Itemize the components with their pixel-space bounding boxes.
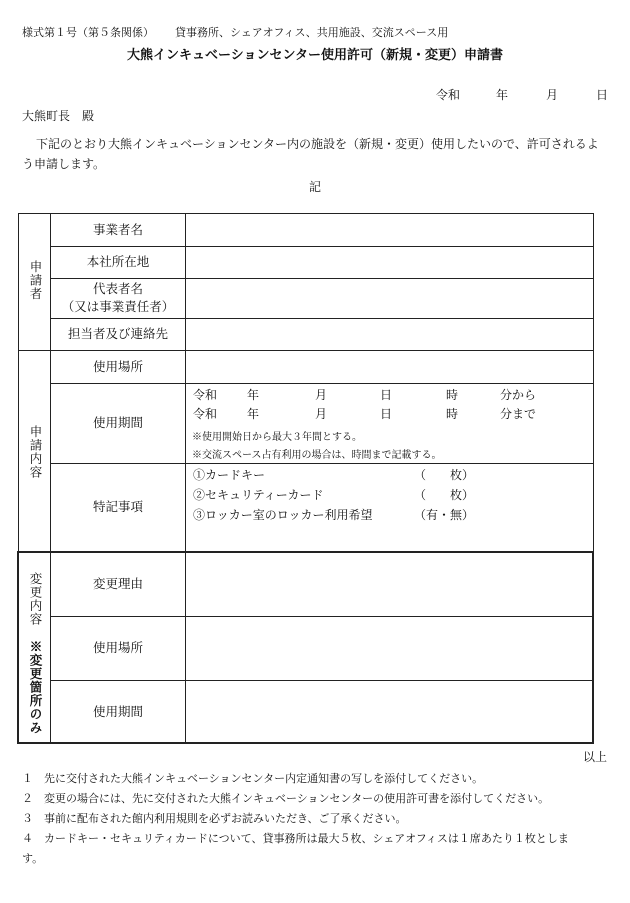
period-note-1: ※使用開始日から最大３年間とする。 (192, 432, 362, 443)
intro-line-2: う申請します。 (22, 157, 106, 171)
period-note-2: ※交流スペース占有利用の場合は、時間まで記載する。 (192, 450, 442, 461)
location-field[interactable] (187, 352, 591, 382)
date-era: 令和 (436, 88, 461, 102)
period-end-row[interactable] (0, 405, 630, 423)
intro-line-1: 下記のとおり大熊インキュベーションセンター内の施設を（新規・変更）使用したいので、許可されるよ (36, 137, 599, 151)
label-representative-note: （又は事業責任者） (61, 299, 175, 314)
footnote-3: ３ 事前に配布された館内利用規則を必ずお読みいただき、ご了承ください。 (22, 812, 407, 825)
period-start-month: 月 (315, 388, 328, 402)
change-location-field[interactable] (187, 618, 591, 679)
change-period-field[interactable] (187, 682, 591, 741)
note-item-security-card: ②セキュリティーカード (193, 488, 324, 502)
footnote-1: １ 先に交付された大熊インキュベーションセンター内定通知書の写しを添付してください。 (22, 772, 484, 785)
contact-field[interactable] (187, 320, 591, 349)
footnote-2: ２ 変更の場合には、先に交付された大熊インキュベーションセンターの使用許可書を添付してください。 (22, 792, 550, 805)
section-applicant: 申請者 (28, 260, 43, 301)
period-end-day: 日 (380, 407, 393, 421)
label-period: 使用期間 (92, 415, 143, 430)
period-end-year: 年 (247, 407, 260, 421)
ki-mark: 記 (309, 180, 322, 194)
section-content: 申請内容 (28, 425, 43, 479)
note-item-security-card-count[interactable]: （ 枚） (414, 488, 475, 502)
usage-type: 貸事務所、シェアオフィス、共用施設、交流スペース用 (175, 26, 449, 39)
form-number: 様式第１号（第５条関係） (22, 26, 154, 39)
date-line (0, 86, 630, 102)
change-reason-field[interactable] (187, 554, 591, 615)
label-change-reason: 変更理由 (92, 576, 143, 591)
label-location: 使用場所 (92, 359, 143, 374)
label-change-period: 使用期間 (92, 704, 143, 719)
hq-address-field[interactable] (187, 248, 591, 277)
date-year: 年 (496, 88, 509, 102)
end-mark: 以上 (583, 750, 608, 764)
representative-field[interactable] (187, 280, 591, 317)
period-start-hour: 時 (446, 388, 459, 402)
note-item-card-key-count[interactable]: （ 枚） (414, 468, 475, 482)
period-end-era: 令和 (193, 407, 218, 421)
footnote-4-cont: す。 (22, 852, 44, 865)
addressee: 大熊町長 殿 (22, 109, 95, 123)
note-item-locker: ③ロッカー室のロッカー利用希望 (193, 508, 373, 522)
section-change: 変更内容 (28, 572, 43, 626)
period-start-minute: 分から (500, 388, 537, 402)
period-end-minute: 分まで (500, 407, 537, 421)
label-change-location: 使用場所 (92, 640, 143, 655)
period-end-month: 月 (315, 407, 328, 421)
form-title: 大熊インキュベーションセンター使用許可（新規・変更）申請書 (127, 48, 503, 63)
label-representative: 代表者名 (92, 281, 143, 296)
business-name-field[interactable] (187, 215, 591, 245)
period-end-hour: 時 (446, 407, 459, 421)
date-month: 月 (546, 88, 559, 102)
period-start-row[interactable] (0, 386, 630, 404)
section-change-note: ※変更箇所のみ (28, 640, 43, 735)
label-hq-address: 本社所在地 (86, 254, 150, 269)
label-contact: 担当者及び連絡先 (67, 326, 168, 341)
label-notes: 特記事項 (92, 499, 143, 514)
label-business-name: 事業者名 (92, 222, 143, 237)
period-start-day: 日 (380, 388, 393, 402)
period-start-year: 年 (247, 388, 260, 402)
note-item-locker-choice[interactable]: （有・無） (414, 508, 475, 522)
note-item-card-key: ①カードキー (193, 468, 266, 482)
period-start-era: 令和 (193, 388, 218, 402)
footnote-4: ４ カードキー・セキュリティカードについて、貸事務所は最大５枚、シェアオフィスは１席あたり１枚としま (22, 832, 569, 845)
date-day: 日 (596, 88, 609, 102)
